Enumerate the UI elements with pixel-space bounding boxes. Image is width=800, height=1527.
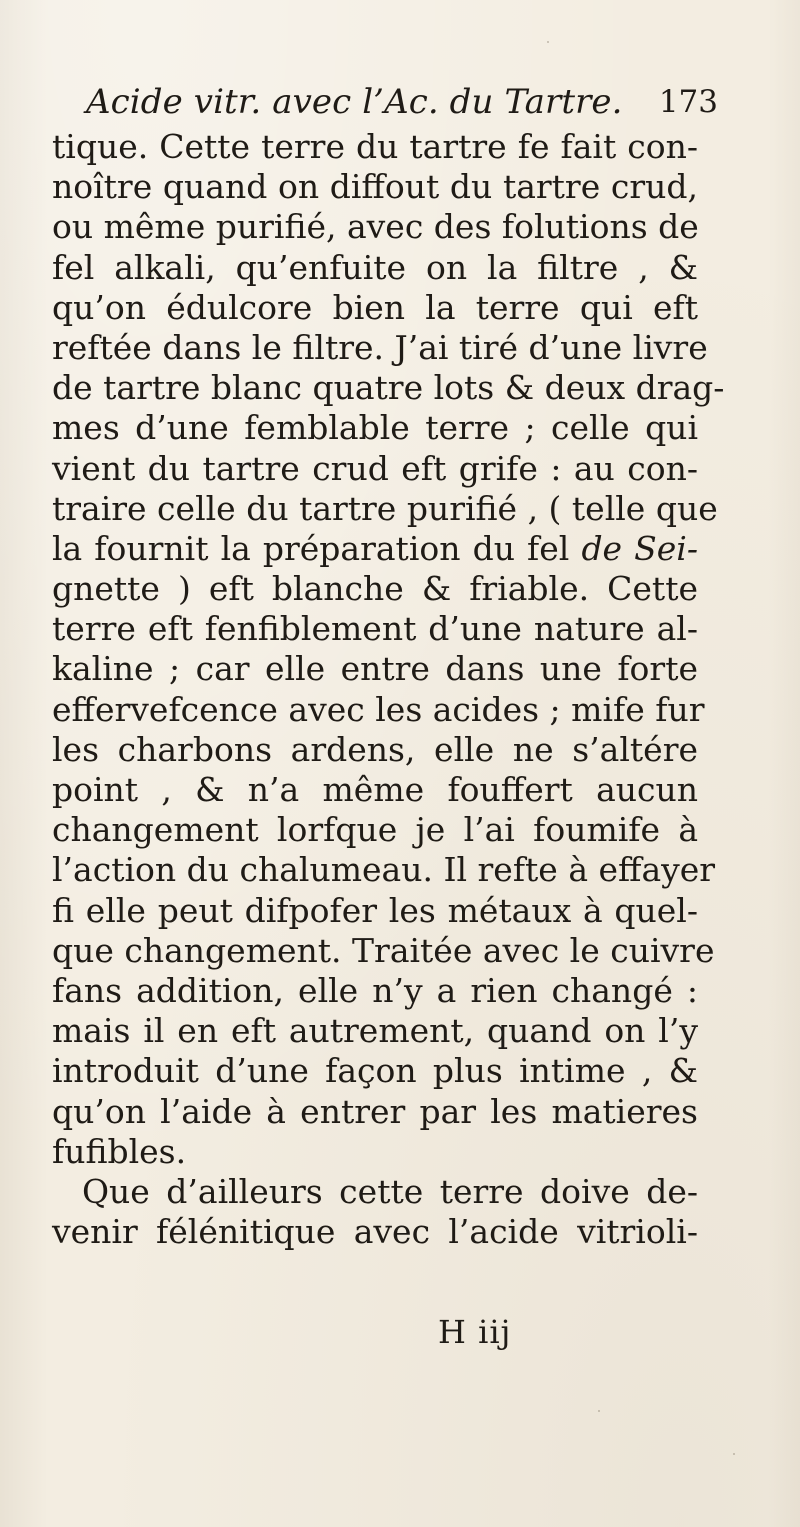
text-line: vient du tartre crud eft grife : au con- <box>52 448 698 488</box>
paper-speck <box>547 41 549 43</box>
paper-speck <box>598 1410 600 1412</box>
italic-term: de Sei- <box>581 528 699 568</box>
text-line: fufibles. <box>52 1131 187 1171</box>
text-line: les charbons ardens, elle ne s’altére <box>52 729 698 769</box>
paper-speck <box>733 1453 735 1455</box>
text-line: mais il en eft autrement, quand on l’y <box>52 1011 698 1051</box>
signature-mark: H iij <box>438 1313 512 1351</box>
text-line: point , & n’a même fouffert aucun <box>52 770 698 809</box>
text-line-with-italic <box>52 529 698 569</box>
text-line: ou même purifié, avec des folutions de <box>52 207 699 247</box>
text-line: que changement. Traitée avec le cuivre <box>52 930 715 970</box>
text-line: fans addition, elle n’y a rien changé : <box>52 970 698 1010</box>
text-line: gnette ) eft blanche & friable. Cette <box>52 569 698 609</box>
text-line: noître quand on diffout du tartre crud, <box>52 167 698 207</box>
text-line: venir félénitique avec l’acide vitrioli- <box>52 1212 698 1252</box>
paragraph-start-line: Que d’ailleurs cette terre doive de- <box>82 1171 698 1211</box>
text-line: de tartre blanc quatre lots & deux drag- <box>52 368 725 408</box>
text-line: changement lorfque je l’ai foumife à <box>52 810 698 850</box>
page-header <box>86 78 716 126</box>
text-line: fi elle peut difpofer les métaux à quel- <box>52 890 698 930</box>
text-line: terre eft fenfiblement d’une nature al- <box>52 609 698 649</box>
body-text <box>52 127 725 1252</box>
text-line: traire celle du tartre purifié , ( telle que <box>52 488 718 528</box>
text-segment: la fournit la préparation du fel <box>52 528 570 568</box>
text-line: fel alkali, qu’enfuite on la filtre , & <box>52 247 698 287</box>
text-line: l’action du chalumeau. Il refte à effayer <box>52 850 716 890</box>
running-title: Acide vitr. avec l’Ac. du Tartre. <box>86 82 623 122</box>
text-line: introduit d’une façon plus intime , & <box>52 1051 698 1091</box>
text-line: qu’on édulcore bien la terre qui eft <box>52 287 698 327</box>
text-line: qu’on l’aide à entrer par les matieres <box>52 1091 698 1131</box>
text-line: tique. Cette terre du tartre fe fait con- <box>52 127 698 166</box>
page-number: 173 <box>658 84 718 120</box>
text-line: reftée dans le filtre. J’ai tiré d’une livre <box>52 327 708 367</box>
text-line: kaline ; car elle entre dans une forte <box>52 649 698 689</box>
text-line: effervefcence avec les acides ; mife fur <box>52 689 705 729</box>
text-line: mes d’une femblable terre ; celle qui <box>52 408 698 448</box>
